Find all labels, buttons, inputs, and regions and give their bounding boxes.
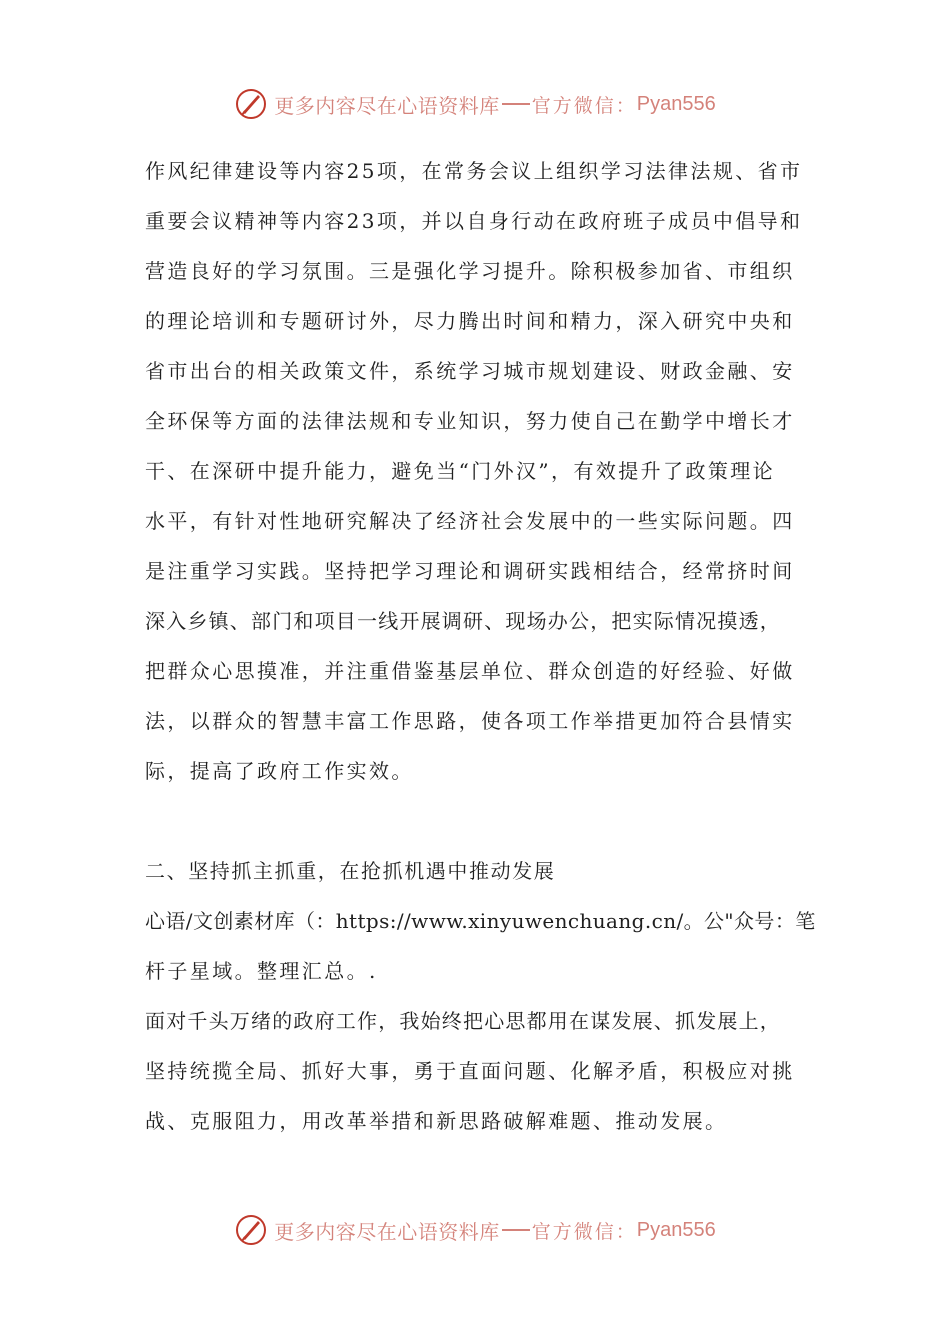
banner-wechat-id: Pyan556 (636, 1218, 716, 1241)
banner-dash (502, 1229, 530, 1231)
source-note-line: 杆子星域。整理汇总。. (145, 959, 378, 983)
source-note (145, 896, 816, 996)
paragraph-gap (145, 796, 810, 846)
banner-wechat-label: 官方微信： (531, 1220, 637, 1243)
text-line: 是注重学习实践。坚持把学习理论和调研实践相结合，经常挤时间 (145, 559, 795, 583)
source-note-line: 心语/文创素材库（：https://www.xinyuwenchuang.cn/。公"众号：笔 (145, 909, 816, 933)
banner-dash (502, 103, 530, 105)
banner-wechat-label: 官方微信： (531, 94, 637, 117)
banner-wechat-id: Pyan556 (636, 92, 716, 115)
header-watermark-banner (0, 82, 950, 126)
text-line: 把群众心思摸准，并注重借鉴基层单位、群众创造的好经验、好做 (145, 659, 795, 683)
quill-logo-icon (234, 1213, 268, 1247)
text-line: 作风纪律建设等内容25项，在常务会议上组织学习法律法规、省市 (145, 159, 803, 183)
text-line: 法，以群众的智慧丰富工作思路，使各项工作举措更加符合县情实 (145, 709, 795, 733)
footer-watermark-banner (0, 1208, 950, 1252)
text-line: 深入乡镇、部门和项目一线开展调研、现场办公，把实际情况摸透， (145, 609, 781, 633)
document-body (145, 146, 816, 1146)
text-line: 水平，有针对性地研究解决了经济社会发展中的一些实际问题。四 (145, 509, 795, 533)
text-line: 面对千头万绪的政府工作，我始终把心思都用在谋发展、抓发展上， (145, 1009, 781, 1033)
section-heading: 二、坚持抓主抓重，在抢抓机遇中推动发展 (145, 859, 556, 883)
text-line: 干、在深研中提升能力，避免当“门外汉”，有效提升了政策理论 (145, 459, 776, 483)
text-line: 际，提高了政府工作实效。 (145, 759, 414, 783)
text-line: 全环保等方面的法律法规和专业知识，努力使自己在勤学中增长才 (145, 409, 795, 433)
quill-logo-icon (234, 87, 268, 121)
text-line: 重要会议精神等内容23项，并以自身行动在政府班子成员中倡导和 (145, 209, 803, 233)
paragraph-study (145, 146, 810, 796)
paragraph-development (145, 996, 810, 1146)
text-line: 营造良好的学习氛围。三是强化学习提升。除积极参加省、市组织 (145, 259, 795, 283)
text-line: 省市出台的相关政策文件，系统学习城市规划建设、财政金融、安 (145, 359, 795, 383)
banner-library-text: 更多内容尽在心语资料库 (274, 93, 500, 118)
text-line: 坚持统揽全局、抓好大事，勇于直面问题、化解矛盾，积极应对挑 (145, 1059, 795, 1083)
banner-library-text: 更多内容尽在心语资料库 (274, 1219, 500, 1244)
text-line: 的理论培训和专题研讨外，尽力腾出时间和精力，深入研究中央和 (145, 309, 795, 333)
text-line: 战、克服阻力，用改革举措和新思路破解难题、推动发展。 (145, 1109, 728, 1133)
